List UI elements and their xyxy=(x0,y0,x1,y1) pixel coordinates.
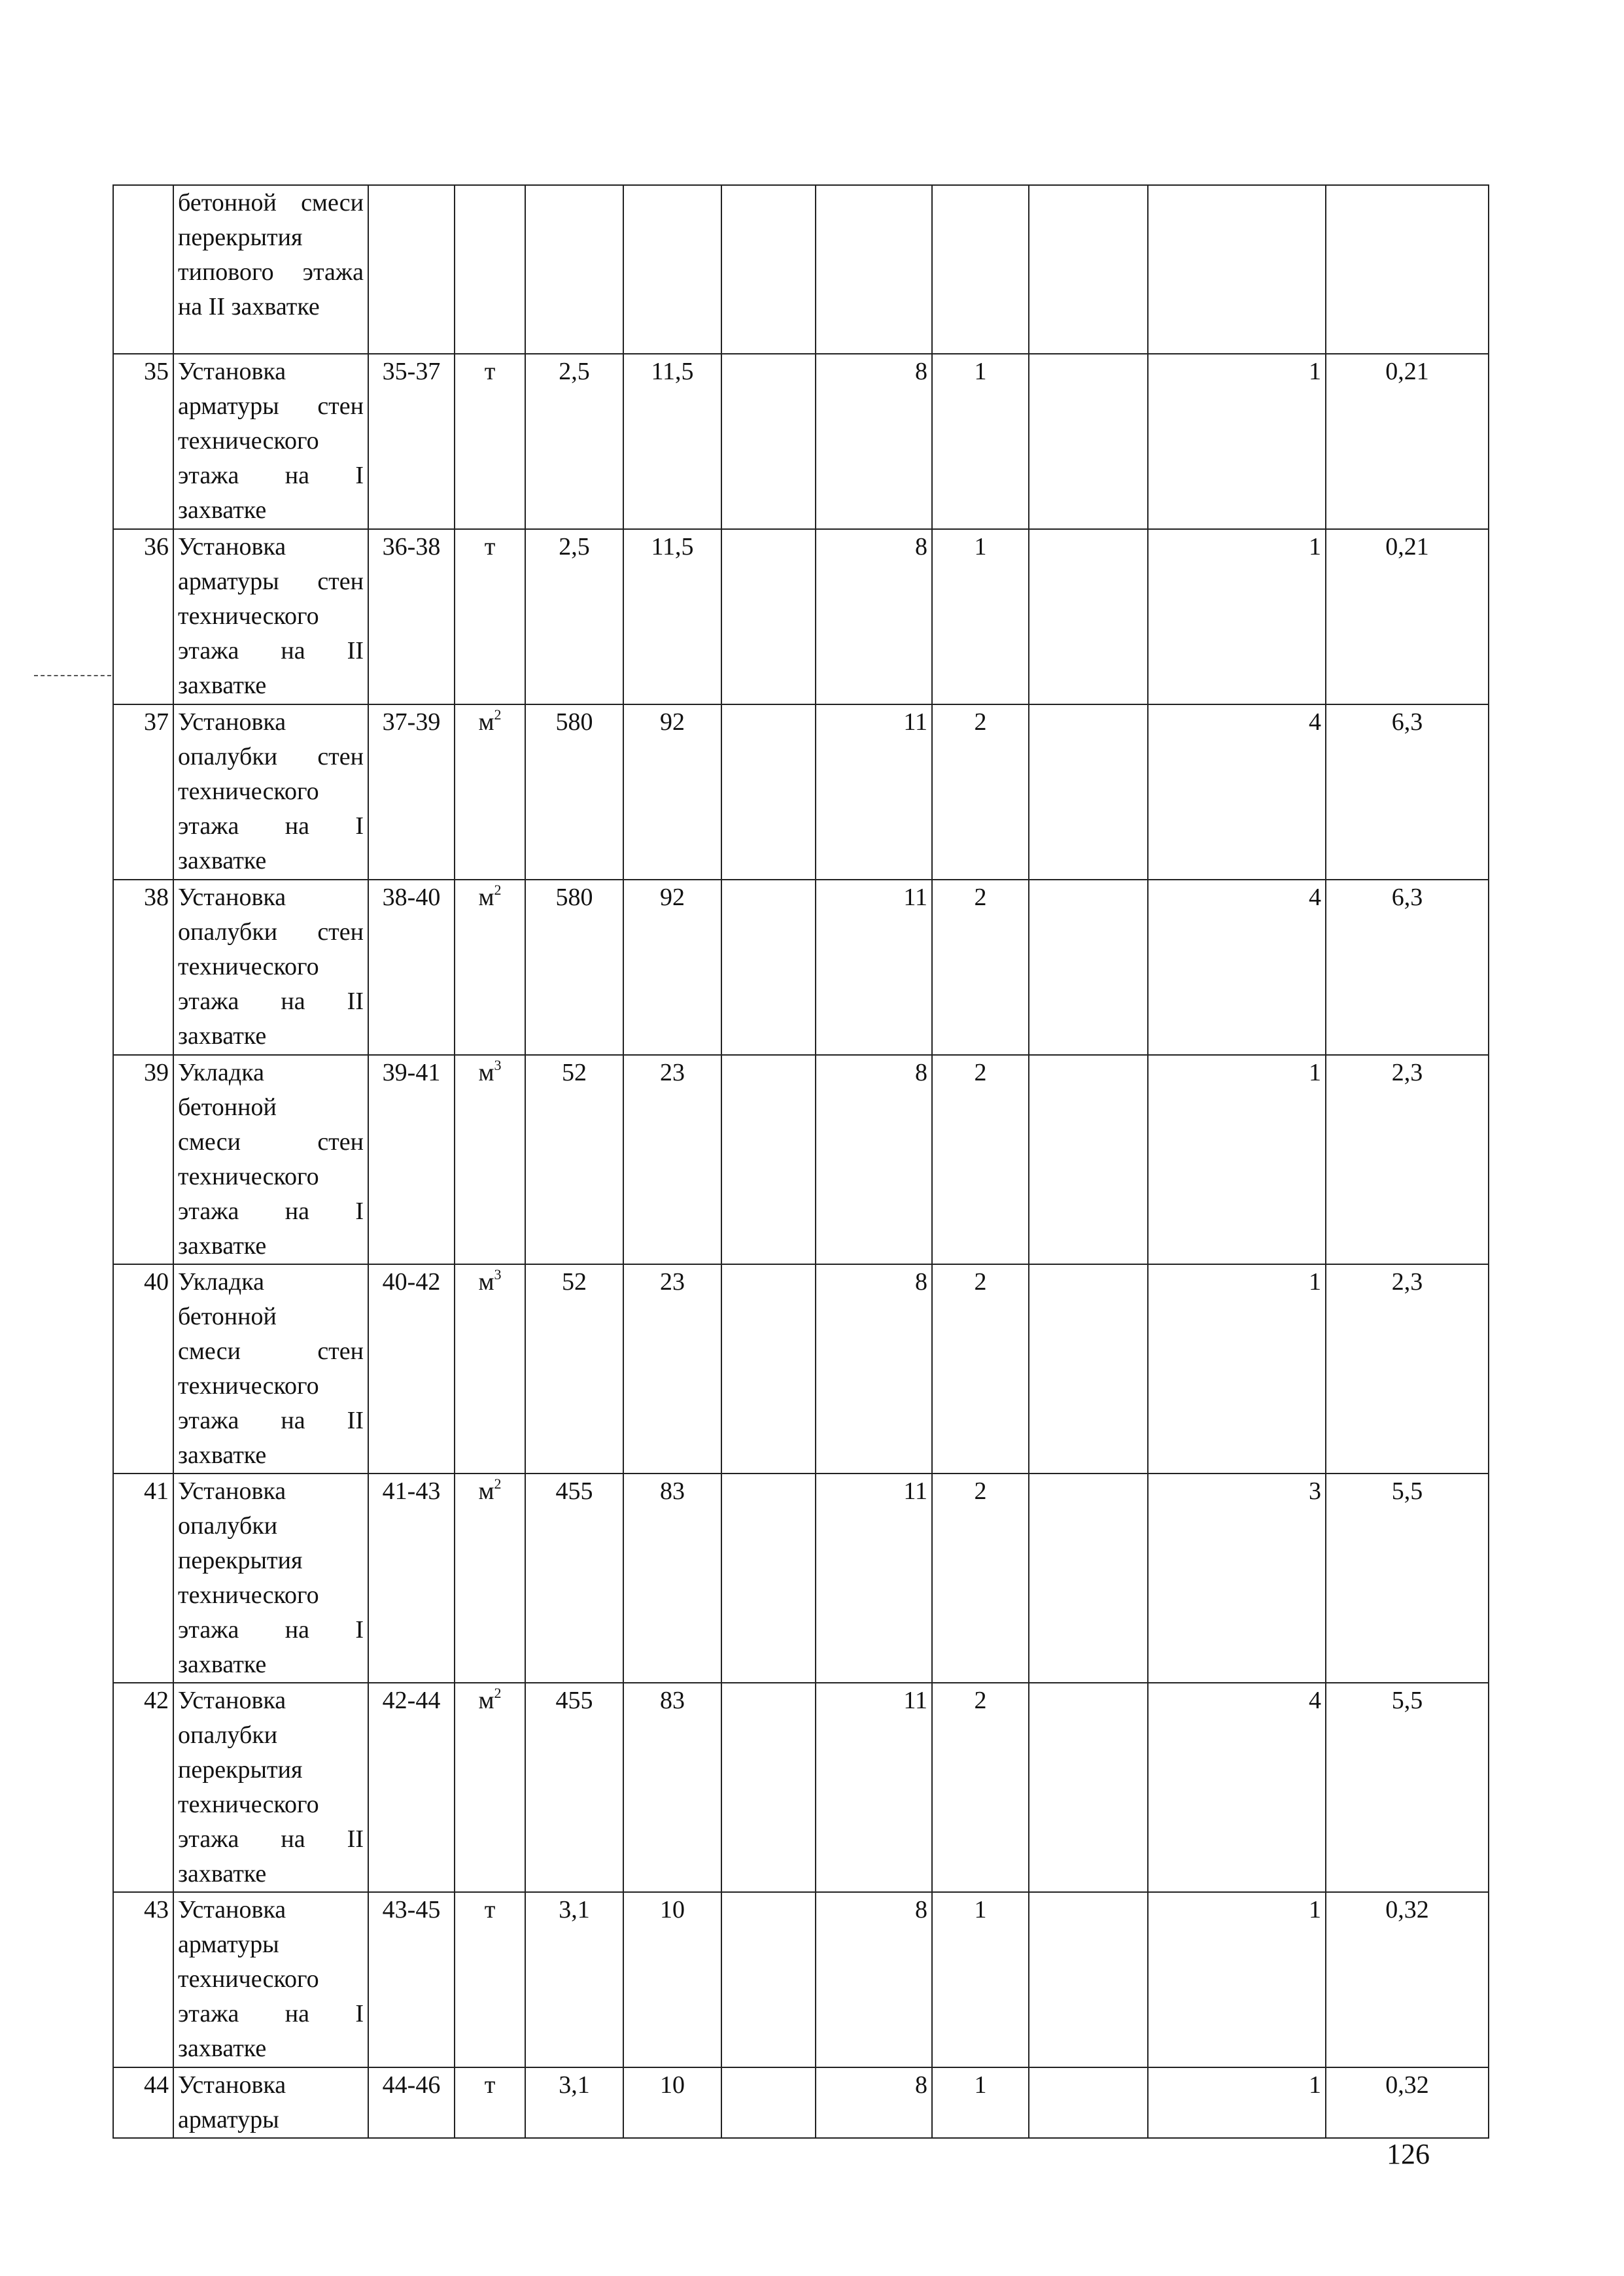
work-name-line: опалубки стен xyxy=(178,918,364,946)
col11-cell: 1 xyxy=(1148,1892,1326,2067)
unit-text: т xyxy=(484,2071,496,2099)
unit-cell xyxy=(455,1055,525,1264)
labor-cell: 92 xyxy=(623,880,721,1055)
labor-cell: 23 xyxy=(623,1264,721,1474)
col7-cell xyxy=(721,1683,816,1892)
col10-cell xyxy=(1029,1892,1148,2067)
table-row xyxy=(113,880,1489,1055)
work-name-line: этажа на I xyxy=(178,1198,364,1225)
unit-text: м xyxy=(478,1059,494,1086)
code-cell: 39-41 xyxy=(368,1055,455,1264)
col12-cell: 5,5 xyxy=(1326,1474,1489,1683)
work-name-line: Установка xyxy=(178,533,286,560)
code-cell: 42-44 xyxy=(368,1683,455,1892)
work-name-cell xyxy=(173,880,368,1055)
col10-cell xyxy=(1029,704,1148,880)
quantity-cell: 52 xyxy=(525,1055,623,1264)
work-name-line: технического xyxy=(178,1791,319,1818)
unit-text: м xyxy=(478,1687,494,1714)
quantity-cell: 3,1 xyxy=(525,2067,623,2138)
labor-cell: 23 xyxy=(623,1055,721,1264)
col10-cell xyxy=(1029,1055,1148,1264)
col10-cell xyxy=(1029,529,1148,704)
work-name-cell xyxy=(173,1264,368,1474)
col11-cell: 1 xyxy=(1148,354,1326,529)
row-number-cell: 36 xyxy=(113,529,173,704)
col12-cell: 0,21 xyxy=(1326,354,1489,529)
work-name-line: опалубки xyxy=(178,1721,278,1749)
unit-exponent: 2 xyxy=(494,882,502,898)
col10-cell xyxy=(1029,1264,1148,1474)
unit-exponent: 2 xyxy=(494,1685,502,1701)
work-name-line: смеси стен xyxy=(178,1337,364,1365)
col12-cell: 0,32 xyxy=(1326,2067,1489,2138)
work-name-line: этажа на I xyxy=(178,2000,364,2027)
work-name-line: этажа на II xyxy=(178,988,364,1015)
unit-cell xyxy=(455,880,525,1055)
col12-cell: 0,32 xyxy=(1326,1892,1489,2067)
work-name-line: захватке xyxy=(178,1860,267,1888)
unit-exponent: 2 xyxy=(494,706,502,723)
col8-cell: 8 xyxy=(816,529,932,704)
col7-cell xyxy=(721,704,816,880)
unit-text: т xyxy=(484,533,496,560)
col8-cell: 8 xyxy=(816,1264,932,1474)
work-name-cell xyxy=(173,354,368,529)
labor-cell: 83 xyxy=(623,1474,721,1683)
work-name-line: Установка xyxy=(178,1687,286,1714)
work-name-line: захватке xyxy=(178,1022,267,1050)
row-number-cell: 43 xyxy=(113,1892,173,2067)
work-name-line: Установка xyxy=(178,1896,286,1923)
work-name-line: смеси стен xyxy=(178,1128,364,1156)
col11-cell: 1 xyxy=(1148,1264,1326,1474)
labor-cell: 11,5 xyxy=(623,529,721,704)
quantity-cell: 455 xyxy=(525,1474,623,1683)
unit-exponent: 3 xyxy=(494,1057,502,1073)
quantity-cell: 2,5 xyxy=(525,354,623,529)
unit-cell xyxy=(455,529,525,704)
table-row xyxy=(113,2067,1489,2138)
table-row xyxy=(113,354,1489,529)
table-row xyxy=(113,185,1489,354)
code-cell: 38-40 xyxy=(368,880,455,1055)
quantity-cell xyxy=(525,185,623,354)
col12-cell: 2,3 xyxy=(1326,1264,1489,1474)
work-name-line: этажа на I xyxy=(178,812,364,840)
unit-cell xyxy=(455,1683,525,1892)
unit-cell xyxy=(455,704,525,880)
schedule-table xyxy=(112,184,1489,2139)
col11-cell: 1 xyxy=(1148,2067,1326,2138)
work-name-line: Установка xyxy=(178,884,286,911)
work-name-line: захватке xyxy=(178,1232,267,1260)
work-name-line: этажа на I xyxy=(178,1616,364,1644)
col9-cell: 1 xyxy=(932,529,1029,704)
work-name-line: Установка xyxy=(178,2071,286,2099)
work-name-line: технического xyxy=(178,1163,319,1190)
col10-cell xyxy=(1029,1474,1148,1683)
table-row xyxy=(113,704,1489,880)
col7-cell xyxy=(721,529,816,704)
col12-cell xyxy=(1326,185,1489,354)
work-name-line: захватке xyxy=(178,1651,267,1678)
quantity-cell: 455 xyxy=(525,1683,623,1892)
col8-cell: 8 xyxy=(816,354,932,529)
row-number-cell xyxy=(113,185,173,354)
col8-cell: 11 xyxy=(816,1683,932,1892)
work-name-line: технического xyxy=(178,602,319,630)
col9-cell: 2 xyxy=(932,1264,1029,1474)
table-row xyxy=(113,1892,1489,2067)
quantity-cell: 2,5 xyxy=(525,529,623,704)
col8-cell: 11 xyxy=(816,880,932,1055)
row-number-cell: 38 xyxy=(113,880,173,1055)
table-row xyxy=(113,1474,1489,1683)
col8-cell: 8 xyxy=(816,1055,932,1264)
table-row xyxy=(113,1264,1489,1474)
work-name-line: арматуры xyxy=(178,1931,279,1958)
work-name-line: захватке xyxy=(178,847,267,874)
unit-text: т xyxy=(484,1896,496,1923)
col9-cell: 1 xyxy=(932,354,1029,529)
col8-cell: 8 xyxy=(816,2067,932,2138)
col8-cell: 11 xyxy=(816,1474,932,1683)
work-name-line: опалубки стен xyxy=(178,743,364,770)
work-name-line: бетонной смеси xyxy=(178,189,364,216)
work-name-line: Укладка xyxy=(178,1268,264,1296)
col11-cell: 4 xyxy=(1148,880,1326,1055)
col7-cell xyxy=(721,1474,816,1683)
work-name-cell xyxy=(173,1474,368,1683)
work-name-line: захватке xyxy=(178,1441,267,1469)
code-cell: 40-42 xyxy=(368,1264,455,1474)
quantity-cell: 52 xyxy=(525,1264,623,1474)
col7-cell xyxy=(721,185,816,354)
row-number-cell: 42 xyxy=(113,1683,173,1892)
work-name-line: этажа на I xyxy=(178,462,364,489)
unit-text: м xyxy=(478,1477,494,1505)
col9-cell: 1 xyxy=(932,1892,1029,2067)
work-name-line: Установка xyxy=(178,358,286,385)
quantity-cell: 580 xyxy=(525,880,623,1055)
work-name-cell xyxy=(173,529,368,704)
col8-cell xyxy=(816,185,932,354)
page-number: 126 xyxy=(1387,2138,1430,2170)
unit-exponent: 3 xyxy=(494,1266,502,1283)
work-name-line: арматуры стен xyxy=(178,392,364,420)
work-name-line: технического xyxy=(178,1965,319,1993)
col12-cell: 0,21 xyxy=(1326,529,1489,704)
work-name-line: перекрытия xyxy=(178,1756,303,1784)
col10-cell xyxy=(1029,880,1148,1055)
col9-cell: 2 xyxy=(932,880,1029,1055)
work-name-line: технического xyxy=(178,1372,319,1400)
work-name-line: на II захватке xyxy=(178,293,320,320)
col12-cell: 6,3 xyxy=(1326,704,1489,880)
col10-cell xyxy=(1029,354,1148,529)
work-name-line: захватке xyxy=(178,2035,267,2062)
unit-cell xyxy=(455,1264,525,1474)
work-name-line: бетонной xyxy=(178,1094,277,1121)
code-cell: 41-43 xyxy=(368,1474,455,1683)
unit-exponent: 2 xyxy=(494,1475,502,1492)
col7-cell xyxy=(721,2067,816,2138)
col11-cell: 1 xyxy=(1148,1055,1326,1264)
work-name-line: опалубки xyxy=(178,1512,278,1540)
unit-text: т xyxy=(484,358,496,385)
col12-cell: 2,3 xyxy=(1326,1055,1489,1264)
work-name-line: Укладка xyxy=(178,1059,264,1086)
labor-cell: 10 xyxy=(623,2067,721,2138)
unit-text: м xyxy=(478,884,494,911)
work-name-cell xyxy=(173,1683,368,1892)
work-name-line: технического xyxy=(178,1581,319,1609)
work-name-line: захватке xyxy=(178,672,267,699)
col7-cell xyxy=(721,1264,816,1474)
quantity-cell: 3,1 xyxy=(525,1892,623,2067)
code-cell: 44-46 xyxy=(368,2067,455,2138)
col10-cell xyxy=(1029,1683,1148,1892)
work-name-line: этажа на II xyxy=(178,1825,364,1853)
col7-cell xyxy=(721,1892,816,2067)
col11-cell: 4 xyxy=(1148,704,1326,880)
col11-cell: 1 xyxy=(1148,529,1326,704)
unit-text: м xyxy=(478,708,494,736)
margin-dash-mark xyxy=(34,675,111,676)
labor-cell: 11,5 xyxy=(623,354,721,529)
row-number-cell: 44 xyxy=(113,2067,173,2138)
row-number-cell: 40 xyxy=(113,1264,173,1474)
quantity-cell: 580 xyxy=(525,704,623,880)
col12-cell: 5,5 xyxy=(1326,1683,1489,1892)
unit-cell xyxy=(455,1474,525,1683)
col11-cell: 4 xyxy=(1148,1683,1326,1892)
table-row xyxy=(113,1055,1489,1264)
table-row xyxy=(113,1683,1489,1892)
code-cell xyxy=(368,185,455,354)
unit-cell xyxy=(455,185,525,354)
work-name-line: арматуры xyxy=(178,2106,279,2133)
labor-cell: 83 xyxy=(623,1683,721,1892)
unit-cell xyxy=(455,354,525,529)
work-name-cell xyxy=(173,1055,368,1264)
work-name-cell xyxy=(173,185,368,354)
work-name-line: бетонной xyxy=(178,1303,277,1330)
work-name-cell xyxy=(173,704,368,880)
code-cell: 36-38 xyxy=(368,529,455,704)
work-name-line: типового этажа xyxy=(178,258,364,286)
col9-cell: 2 xyxy=(932,1474,1029,1683)
work-name-line: Установка xyxy=(178,1477,286,1505)
work-name-line: этажа на II xyxy=(178,1407,364,1434)
code-cell: 35-37 xyxy=(368,354,455,529)
col8-cell: 11 xyxy=(816,704,932,880)
col11-cell: 3 xyxy=(1148,1474,1326,1683)
work-name-cell xyxy=(173,2067,368,2138)
work-name-line: перекрытия xyxy=(178,1547,303,1574)
work-name-cell xyxy=(173,1892,368,2067)
work-name-line: этажа на II xyxy=(178,637,364,664)
labor-cell xyxy=(623,185,721,354)
col9-cell: 2 xyxy=(932,1055,1029,1264)
work-name-line: технического xyxy=(178,778,319,805)
col11-cell xyxy=(1148,185,1326,354)
labor-cell: 10 xyxy=(623,1892,721,2067)
col12-cell: 6,3 xyxy=(1326,880,1489,1055)
col9-cell xyxy=(932,185,1029,354)
work-name-line: перекрытия xyxy=(178,224,303,251)
work-name-line: Установка xyxy=(178,708,286,736)
labor-cell: 92 xyxy=(623,704,721,880)
row-number-cell: 41 xyxy=(113,1474,173,1683)
code-cell: 37-39 xyxy=(368,704,455,880)
unit-cell xyxy=(455,1892,525,2067)
col10-cell xyxy=(1029,2067,1148,2138)
col9-cell: 2 xyxy=(932,1683,1029,1892)
unit-text: м xyxy=(478,1268,494,1296)
work-name-line: арматуры стен xyxy=(178,568,364,595)
work-name-line: технического xyxy=(178,427,319,455)
row-number-cell: 37 xyxy=(113,704,173,880)
table-body xyxy=(113,185,1489,2138)
code-cell: 43-45 xyxy=(368,1892,455,2067)
col8-cell: 8 xyxy=(816,1892,932,2067)
row-number-cell: 35 xyxy=(113,354,173,529)
col7-cell xyxy=(721,880,816,1055)
col9-cell: 2 xyxy=(932,704,1029,880)
col7-cell xyxy=(721,1055,816,1264)
row-number-cell: 39 xyxy=(113,1055,173,1264)
col9-cell: 1 xyxy=(932,2067,1029,2138)
work-name-line: захватке xyxy=(178,496,267,524)
work-name-line: технического xyxy=(178,953,319,980)
col10-cell xyxy=(1029,185,1148,354)
col7-cell xyxy=(721,354,816,529)
unit-cell xyxy=(455,2067,525,2138)
table-row xyxy=(113,529,1489,704)
